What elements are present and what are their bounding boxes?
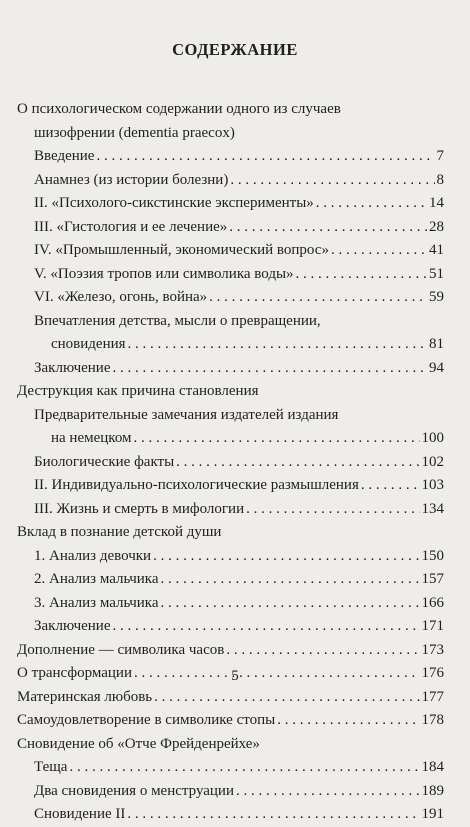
toc-entry-text: Вклад в познание детской души xyxy=(17,524,222,540)
toc-entry-text: сновидения xyxy=(51,336,126,352)
toc-page-number: 103 xyxy=(421,477,444,493)
dot-leader xyxy=(361,474,420,498)
toc-subsection xyxy=(34,239,444,263)
dot-leader xyxy=(96,145,434,169)
toc-subsection xyxy=(34,615,444,639)
toc-subsection xyxy=(34,310,444,357)
dot-leader xyxy=(113,615,420,639)
toc-entry-text: Впечатления детства, мысли о превращении, xyxy=(34,312,321,329)
toc-section xyxy=(17,380,444,404)
toc-entry-text: Сновидение об «Отче Фрейденрейхе» xyxy=(17,735,260,752)
toc-entry-text: II. «Психолого-сикстинские эксперименты» xyxy=(34,195,314,211)
toc-entry-text: 1. Анализ девочки xyxy=(34,547,152,564)
dot-leader xyxy=(127,803,419,827)
toc-entry-text: Теща xyxy=(34,759,68,775)
toc-subsection xyxy=(34,451,444,475)
toc-entry-text: 3. Анализ мальчика xyxy=(34,594,159,611)
toc-page-number: 177 xyxy=(421,688,444,705)
page-number: 5 xyxy=(231,668,239,684)
toc-page-number: 191 xyxy=(421,806,444,822)
toc-page-number: 8 xyxy=(436,171,444,188)
toc-entry-text: Сновидение II xyxy=(34,806,126,822)
page-title: СОДЕРЖАНИЕ xyxy=(172,40,298,59)
dot-leader xyxy=(128,333,427,357)
toc-entry-text: О психологическом содержании одного из случаев xyxy=(17,101,341,117)
toc-entry-text: Деструкция как причина становления xyxy=(17,383,259,399)
dot-leader xyxy=(161,592,420,616)
toc-page-number: 134 xyxy=(421,500,444,517)
toc-page-number: 171 xyxy=(421,618,444,634)
dot-leader xyxy=(230,169,434,193)
toc-subsection xyxy=(34,404,444,451)
dot-leader xyxy=(316,192,427,216)
toc-subsection xyxy=(34,498,444,522)
toc-entry-text: на немецком xyxy=(51,430,132,446)
toc-entry-text: Предварительные замечания издателей издания xyxy=(34,406,339,423)
toc-entry-text: Материнская любовь xyxy=(17,688,153,705)
toc-entry-text: О трансформации xyxy=(17,665,132,681)
toc-page-number: 51 xyxy=(429,265,444,282)
toc-page-number: 102 xyxy=(421,453,444,470)
dot-leader xyxy=(113,357,428,381)
dot-leader xyxy=(277,709,419,733)
toc-page-number: 100 xyxy=(421,430,444,446)
toc-subsection xyxy=(34,568,444,592)
toc-entry-text: Биологические факты xyxy=(34,453,175,470)
dot-leader xyxy=(246,498,419,522)
dot-leader xyxy=(331,239,427,263)
toc-entry-text: Дополнение — символика часов xyxy=(17,641,225,658)
toc-section xyxy=(17,639,444,663)
toc-page-number: 176 xyxy=(421,665,444,681)
toc-page-number: 81 xyxy=(429,336,444,352)
dot-leader xyxy=(226,639,419,663)
dot-leader xyxy=(209,286,427,310)
toc-subsection xyxy=(34,780,444,804)
dot-leader xyxy=(154,686,419,710)
toc-page-number: 28 xyxy=(429,218,444,235)
toc-section xyxy=(17,709,444,733)
toc-page-number: 184 xyxy=(421,759,444,775)
toc-entry-text: Заключение xyxy=(34,359,111,376)
toc-page-number: 173 xyxy=(421,641,444,658)
dot-leader xyxy=(229,216,427,240)
toc-section xyxy=(17,98,444,145)
toc-section xyxy=(17,733,444,757)
toc-page-number: 59 xyxy=(429,289,444,305)
toc-page-number: 150 xyxy=(421,547,444,564)
toc-page-number: 41 xyxy=(429,242,444,258)
toc-entry-text: Заключение xyxy=(34,618,111,634)
toc-entry-text: шизофрении (dementia praecox) xyxy=(34,124,235,141)
toc-subsection xyxy=(34,286,444,310)
toc-subsection xyxy=(34,357,444,381)
toc-subsection xyxy=(34,145,444,169)
dot-leader xyxy=(236,780,420,804)
toc-entry-text: Введение xyxy=(34,148,95,164)
toc-entry-text: 2. Анализ мальчика xyxy=(34,571,159,587)
toc-subsection xyxy=(34,803,444,827)
toc-section xyxy=(17,521,444,545)
toc-page-number: 157 xyxy=(421,571,444,587)
toc-entry-text: II. Индивидуально-психологические размышления xyxy=(34,477,359,493)
toc-subsection xyxy=(34,474,444,498)
toc-page-number: 189 xyxy=(421,782,444,799)
toc-entry-text: Два сновидения о менструации xyxy=(34,782,234,799)
toc-entry-text: Анамнез (из истории болезни) xyxy=(34,171,229,188)
dot-leader xyxy=(69,756,419,780)
dot-leader xyxy=(153,545,419,569)
toc-subsection xyxy=(34,169,444,193)
toc-entry-text: V. «Поэзия тропов или символика воды» xyxy=(34,265,294,282)
dot-leader xyxy=(161,568,420,592)
toc-entry-text: VI. «Железо, огонь, война» xyxy=(34,289,208,305)
toc-subsection xyxy=(34,592,444,616)
toc-subsection xyxy=(34,756,444,780)
dot-leader xyxy=(176,451,419,475)
toc-subsection xyxy=(34,216,444,240)
toc-entry-text: III. «Гистология и ее лечение» xyxy=(34,218,228,235)
toc-subsection xyxy=(34,545,444,569)
dot-leader xyxy=(134,427,420,451)
toc-page-number: 166 xyxy=(421,594,444,611)
dot-leader xyxy=(296,263,427,287)
toc-entry-text: IV. «Промышленный, экономический вопрос» xyxy=(34,242,329,258)
toc-page-number: 14 xyxy=(429,195,444,211)
toc-section xyxy=(17,686,444,710)
toc-entry-text: III. Жизнь и смерть в мифологии xyxy=(34,500,245,517)
toc-subsection xyxy=(34,263,444,287)
toc-page-number: 94 xyxy=(429,359,444,376)
toc-page-number: 178 xyxy=(421,712,444,728)
toc-page-number: 7 xyxy=(436,148,444,164)
toc-entry-text: Самоудовлетворение в символике стопы xyxy=(17,712,276,728)
toc-subsection xyxy=(34,192,444,216)
